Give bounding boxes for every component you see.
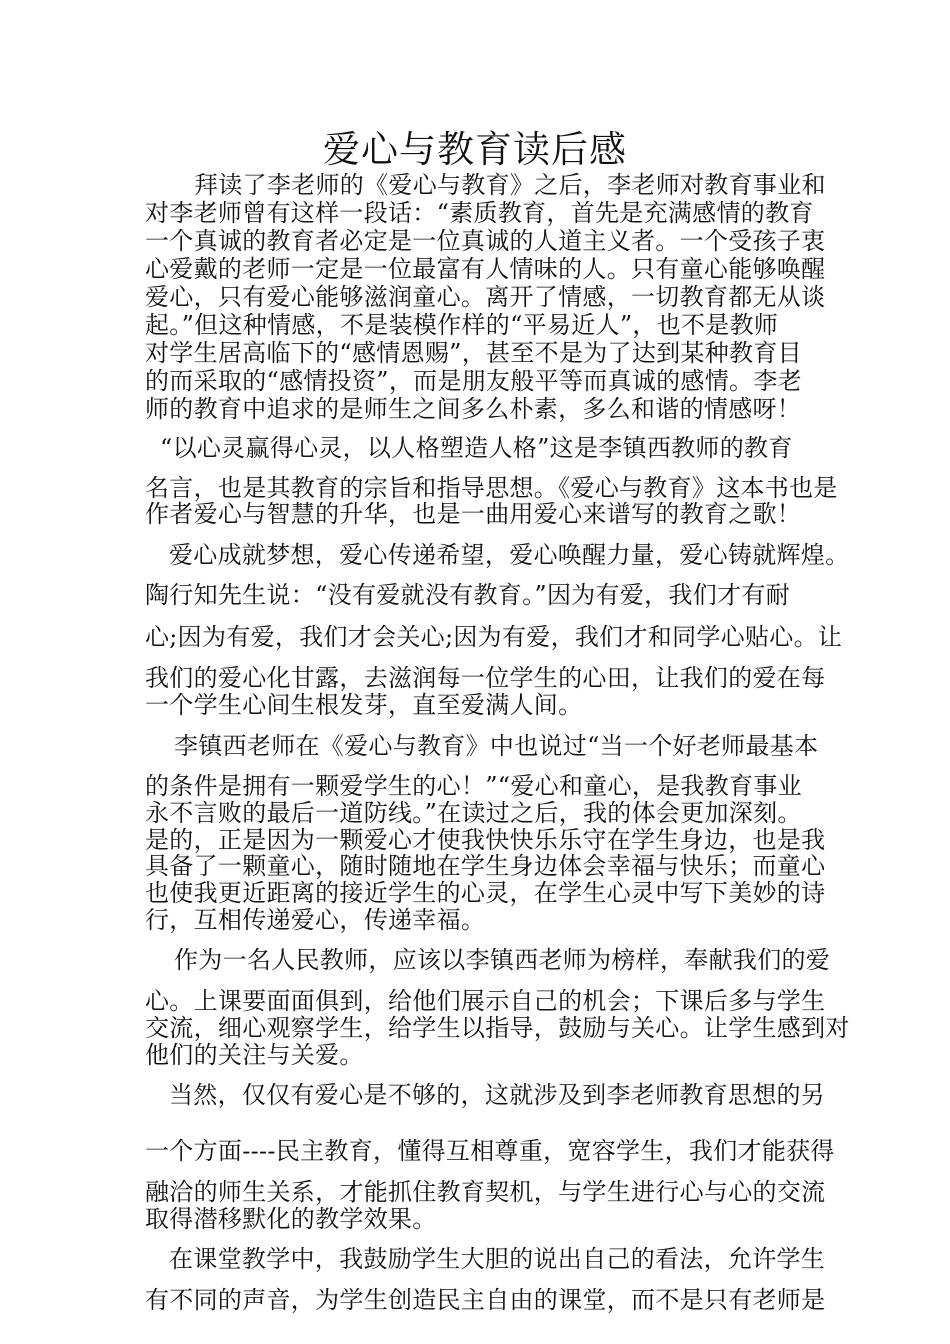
paragraph-line: 是的，正是因为一颗爱心才使我快快乐乐守在学生身边，也是我 (145, 826, 826, 854)
paragraph-line: 李镇西老师在《爱心与教育》中也说过“当一个好老师最基本 (174, 732, 819, 760)
paragraph-line: 交流，细心观察学生，给学生以指导，鼓励与关心。让学生感到对 (145, 1014, 850, 1042)
paragraph-line: 爱心，只有爱心能够滋润童心。离开了情感，一切教育都无从谈 (145, 283, 826, 311)
paragraph-line: 当然，仅仅有爱心是不够的，这就涉及到李老师教育思想的另 (169, 1081, 826, 1109)
paragraph-line: “以心灵赢得心灵，以人格塑造人格”这是李镇西教师的教育 (160, 434, 793, 462)
paragraph-line: 爱心成就梦想，爱心传递希望，爱心唤醒力量，爱心铸就辉煌。 (169, 541, 850, 569)
paragraph-line: 心;因为有爱，我们才会关心;因为有爱，我们才和同学心贴心。让 (145, 623, 843, 651)
paragraph-line: 我们的爱心化甘露，去滋润每一位学生的心田，让我们的爱在每 (145, 664, 826, 692)
paragraph-line: 心爱戴的老师一定是一位最富有人情味的人。只有童心能够唤醒 (145, 255, 826, 283)
paragraph-line: 一个真诚的教育者必定是一位真诚的人道主义者。一个受孩子衷 (145, 227, 826, 255)
paragraph-line: 有不同的声音，为学生创造民主自由的课堂，而不是只有老师是 (145, 1286, 826, 1314)
paragraph-line: 融洽的师生关系，才能抓住教育契机，与学生进行心与心的交流 (145, 1178, 826, 1206)
paragraph-line: 作为一名人民教师，应该以李镇西老师为榜样，奉献我们的爱 (174, 946, 831, 974)
paragraph-line: 起。”但这种情感，不是装模作样的“平易近人”，也不是教师 (145, 311, 779, 339)
paragraph-line: 行，互相传递爱心，传递幸福。 (145, 906, 486, 934)
paragraph-line: 对学生居高临下的“感情恩赐”，甚至不是为了达到某种教育目 (145, 339, 802, 367)
paragraph-line: 心。上课要面面俱到，给他们展示自己的机会；下课后多与学生 (145, 987, 826, 1015)
paragraph-line: 的而采取的“感情投资”，而是朋友般平等而真诚的感情。李老 (145, 367, 802, 395)
paragraph-line: 也使我更近距离的接近学生的心灵，在学生心灵中写下美妙的诗 (145, 879, 826, 907)
paragraph-line: 在课堂教学中，我鼓励学生大胆的说出自己的看法，允许学生 (169, 1245, 826, 1273)
paragraph-line: 一个方面----民主教育，懂得互相尊重，宽容学生，我们才能获得 (145, 1137, 835, 1165)
paragraph-line: 具备了一颗童心，随时随地在学生身边体会幸福与快乐；而童心 (145, 852, 826, 880)
paragraph-line: 陶行知先生说：“没有爱就没有教育。”因为有爱，我们才有耐 (145, 581, 790, 609)
paragraph-line: 名言，也是其教育的宗旨和指导思想。《爱心与教育》这本书也是 (145, 474, 838, 502)
paragraph-line: 取得潜移默化的教学效果。 (145, 1205, 437, 1233)
paragraph-line: 对李老师曾有这样一段话：“素质教育，首先是充满感情的教育 (145, 199, 814, 227)
paragraph-line: 一个学生心间生根发芽，直至爱满人间。 (145, 691, 583, 719)
document-title: 爱心与教育读后感 (323, 128, 627, 171)
paragraph-line: 拜读了李老师的《爱心与教育》之后，李老师对教育事业和 (194, 171, 826, 199)
paragraph-line: 永不言败的最后一道防线。”在读过之后，我的体会更加深刻。 (145, 799, 802, 827)
paragraph-line: 的条件是拥有一颗爱学生的心！”“爱心和童心，是我教育事业 (145, 772, 802, 800)
paragraph-line: 作者爱心与智慧的升华，也是一曲用爱心来谱写的教育之歌！ (145, 500, 802, 528)
paragraph-line: 师的教育中追求的是师生之间多么朴素，多么和谐的情感呀！ (145, 395, 802, 423)
paragraph-line: 他们的关注与关爱。 (145, 1041, 364, 1069)
